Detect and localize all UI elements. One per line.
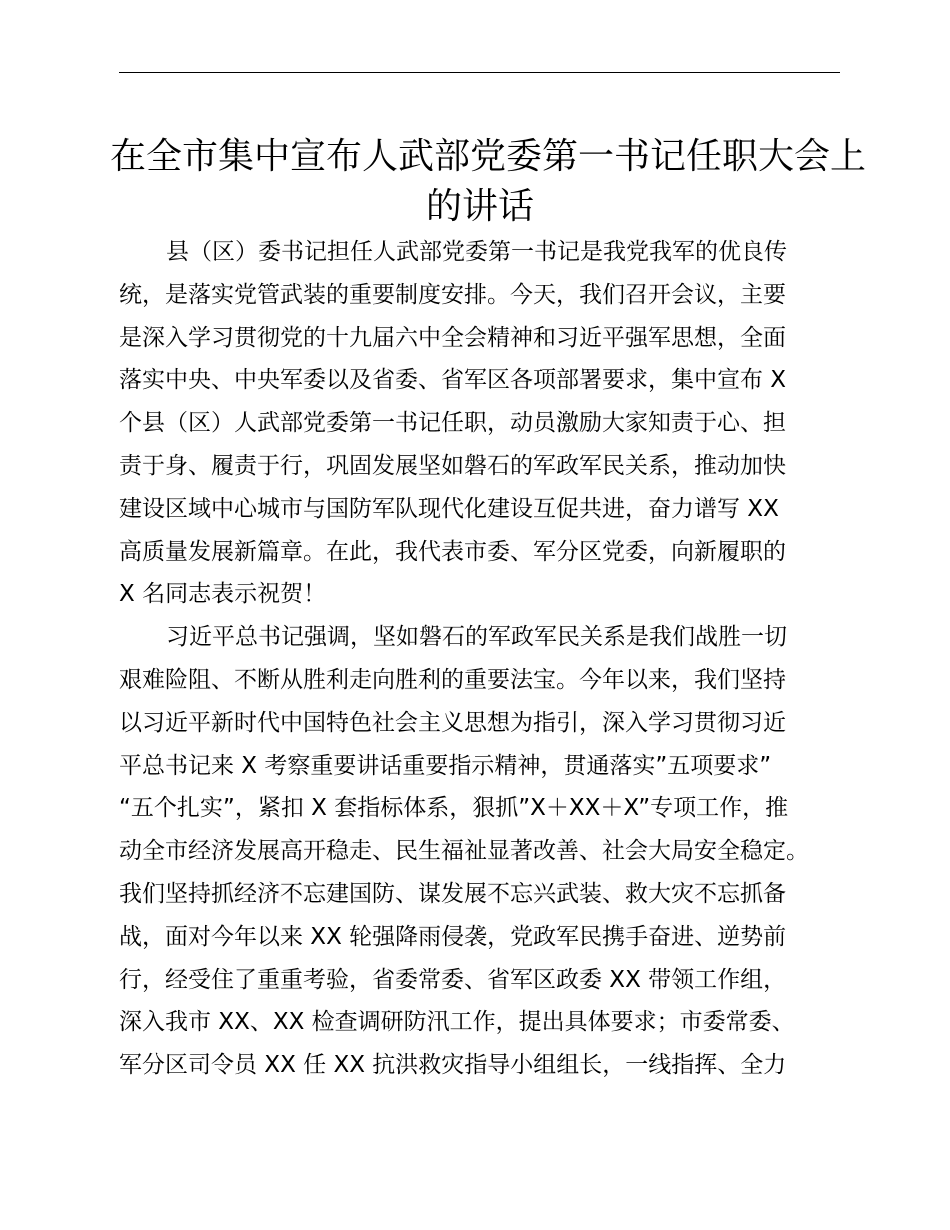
- document-body: [119, 231, 849, 1087]
- paragraph-line: X 名同志表示祝贺！: [119, 581, 327, 608]
- paragraph-line: 高质量发展新篇章。在此，我代表市委、军分区党委，向新履职的: [119, 538, 786, 565]
- paragraph-line: 责于身、履责于行，巩固发展坚如磐石的军政军民关系，推动加快: [119, 452, 786, 479]
- paragraph-line: 落实中央、中央军委以及省委、省军区各项部署要求，集中宣布 X: [119, 367, 787, 394]
- paragraph-line: 军分区司令员 XX 任 XX 抗洪救灾指导小组组长，一线指挥、全力: [119, 1052, 787, 1079]
- paragraph-line: 建设区域中心城市与国防军队现代化建设互促共进，奋力谱写 XX: [119, 495, 779, 522]
- paragraph-1: [119, 231, 849, 616]
- header-rule: [119, 72, 840, 73]
- paragraph-line: 县（区）委书记担任人武部党委第一书记是我党我军的优良传: [166, 239, 787, 265]
- paragraph-line: 以习近平新时代中国特色社会主义思想为指引，深入学习贯彻习近: [119, 709, 786, 736]
- paragraph-line: 动全市经济发展高开稳走、民生福祉显著改善、社会大局安全稳定。: [119, 838, 809, 865]
- paragraph-line: 战，面对今年以来 XX 轮强降雨侵袭，党政军民携手奋进、逆势前: [119, 923, 787, 950]
- title-line-1: 在全市集中宣布人武部党委第一书记任职大会上: [110, 136, 867, 177]
- paragraph-line: 艰难险阻、不断从胜利走向胜利的重要法宝。今年以来，我们坚持: [119, 666, 786, 693]
- paragraph-line: 统，是落实党管武装的重要制度安排。今天，我们召开会议，主要: [119, 281, 786, 308]
- paragraph-line: 是深入学习贯彻党的十九届六中全会精神和习近平强军思想，全面: [119, 324, 786, 351]
- title-line-2: 的讲话: [425, 186, 534, 227]
- paragraph-line: 平总书记来 X 考察重要讲话重要指示精神，贯通落实”五项要求”: [119, 752, 772, 779]
- paragraph-line: 深入我市 XX、XX 检查调研防汛工作，提出具体要求；市委常委、: [119, 1009, 795, 1036]
- paragraph-line: “五个扎实”，紧扣 X 套指标体系，狠抓”X＋XX＋X”专项工作，推: [119, 795, 789, 822]
- paragraph-2: [119, 616, 849, 1087]
- document-title: [110, 132, 867, 232]
- paragraph-line: 行，经受住了重重考验，省委常委、省军区政委 XX 带领工作组，: [119, 966, 787, 993]
- paragraph-line: 我们坚持抓经济不忘建国防、谋发展不忘兴武装、救大灾不忘抓备: [119, 880, 786, 907]
- paragraph-line: 习近平总书记强调，坚如磐石的军政军民关系是我们战胜一切: [166, 624, 787, 651]
- paragraph-line: 个县（区）人武部党委第一书记任职，动员激励大家知责于心、担: [119, 410, 786, 437]
